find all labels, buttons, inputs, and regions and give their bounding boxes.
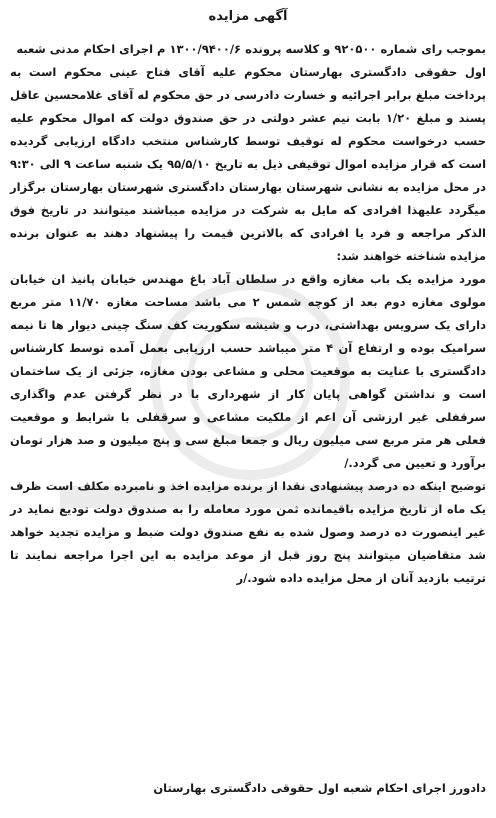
notice-paragraph-header: بموجب رای شماره ۹۲۰۵۰۰ و کلاسه پرونده ۱۳۰۰/۹۴۰۰/۶ م اجرای احکام مدنی شعبه	[16, 42, 486, 56]
notice-signature: دادورز اجرای احکام شعبه اول حقوقی دادگستری بهارستان	[153, 781, 486, 795]
notice-paragraph-terms: توضیح اینکه ده درصد پیشنهادی نقدا از برنده مزایده اخذ و نامبرده مکلف است ظرف یک ماه از تاریخ مزایده باقیمانده ثمن مورد معامله را به صندوق دولت تودیع نماید در غیر اینصورت ده درصد وصول شده به نفع صندوق دولت ضبط و مزایده تجدید خواهد شد متقاضیان میتوانند پنج روز قبل از موعد مزایده به این اجرا مراجعه نمایند تا ترتیب بازدید آنان از محل مزایده داده شود./ر	[10, 479, 486, 585]
notice-paragraph-intro: اول حقوقی دادگستری بهارستان محکوم علیه آقای فتاح عینی محکوم است به پرداخت مبلغ برابر اجرائیه و خسارت دادرسی در حق محکوم له آقای غلامحسین عاقل پسند و مبلغ ۱/۲۰ بابت نیم عشر دولتی در حق صندوق دولت که اموال محکوم علیه حسب درخواست محکوم له توقیف توسط کارشناس منتخب دادگاه ارزیابی گردیده است که قرار مزایده اموال توقیفی ذیل به تاریخ ۹۵/۵/۱۰ یک شنبه ساعت ۹ الی ۹:۳۰ در محل مزایده به نشانی شهرستان بهارستان دادگستری شهرستان بهارستان برگزار میگردد علیهذا افرادی که مایل به شرکت در مزایده میباشند میتوانند در تاریخ فوق الذکر مراجعه و فرد یا افرادی که بالاترین قیمت را پیشنهاد دهند به عنوان برنده مزایده شناخته خواهند شد:	[10, 65, 487, 263]
notice-paragraph-property: مورد مزایده یک باب مغازه واقع در سلطان آباد باغ مهندس خیابان پانیذ ان خیابان مولوی مغازه دوم بعد از کوچه شمس ۲ می باشد مساحت مغازه ۱۱/۷۰ متر مربع دارای یک سرویس بهداشتی، درب و شیشه سکوریت کف سنگ چینی دیوار ها تا نیمه سرامیک بوده و ارتفاع آن ۴ متر میباشد حسب ارزیابی بعمل آمده توسط کارشناس دادگستری با عنایت به موقعیت محلی و مشاعی بودن مغازه، جزئی از یک ساختمان است و نداشتن گواهی پایان کار از شهرداری با در نظر گرفتن عدم واگذاری سرقفلی غیر ارزشی آن اعم از ملکیت مشاعی و سرقفلی با شرایط و موقعیت فعلی هر متر مربع سی میلیون ریال و جمعا مبلغ سی و پنج میلیون و صد هزار تومان برآورد و تعیین می گردد./	[10, 272, 486, 470]
notice-body	[10, 38, 486, 590]
notice-title: آگهی مزایده	[208, 9, 288, 24]
